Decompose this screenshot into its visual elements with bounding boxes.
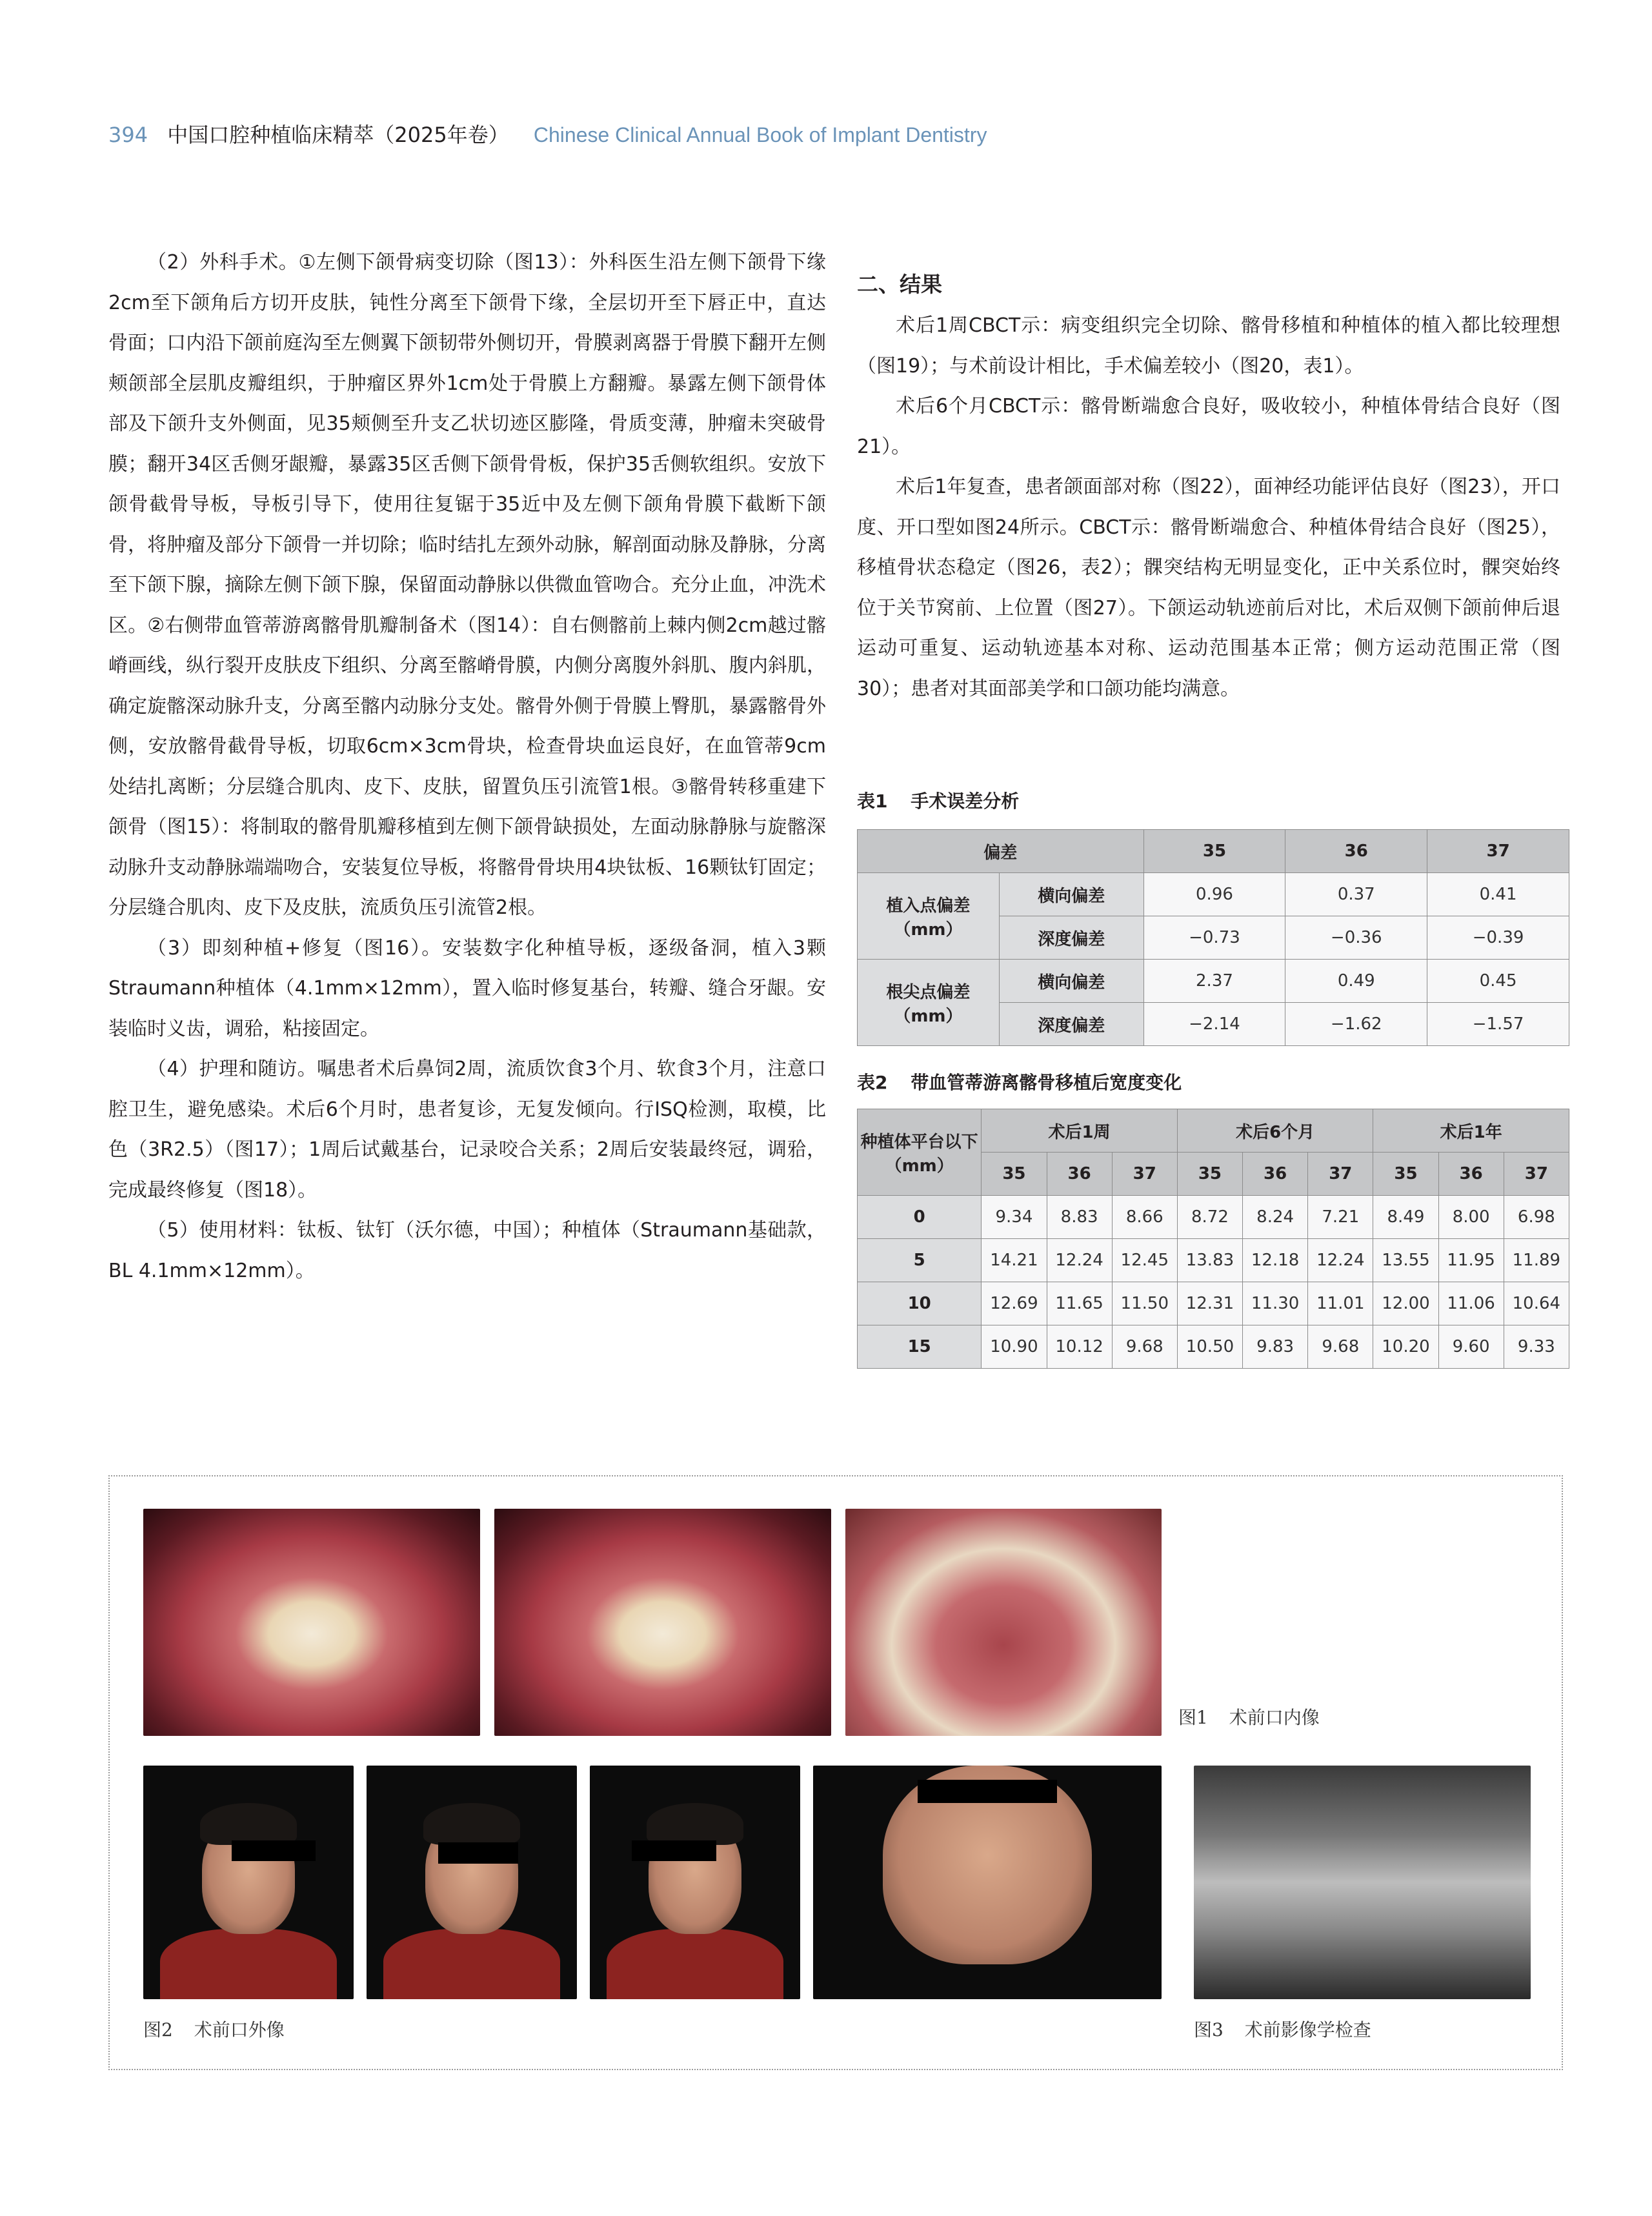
table1-sub-label: 深度偏差: [999, 916, 1143, 960]
table-cell: 13.83: [1177, 1239, 1242, 1282]
table-cell: 12.00: [1373, 1282, 1438, 1325]
table2-caption: [857, 1069, 1182, 1094]
table-cell: 8.72: [1177, 1196, 1242, 1239]
eye-censor-bar: [232, 1840, 316, 1862]
table-cell: 12.45: [1112, 1239, 1177, 1282]
extraoral-photo-submental: [813, 1766, 1162, 1999]
table-cell: 10.64: [1504, 1282, 1569, 1325]
table-cell: 11.89: [1504, 1239, 1569, 1282]
left-column: [108, 243, 826, 1291]
table1-header-cell: 37: [1427, 830, 1569, 873]
table-cell: 9.68: [1112, 1325, 1177, 1369]
eye-censor-bar: [918, 1780, 1057, 1803]
table2-body: [858, 1196, 1569, 1369]
table-cell: 10.90: [982, 1325, 1047, 1369]
paragraph-materials: （5）使用材料：钛板、钛钉（沃尔德，中国）；种植体（Straumann基础款，BL 4.1mm×12mm）。: [108, 1219, 826, 1282]
table-row: [858, 873, 1569, 916]
running-header: [108, 119, 987, 148]
table-cell: 12.31: [1177, 1282, 1242, 1325]
figure3-number: 图3: [1194, 2019, 1224, 2040]
table1-header-cell: 35: [1143, 830, 1285, 873]
table1-group-label: 根尖点偏差（mm）: [858, 960, 1000, 1046]
table-cell: −0.73: [1143, 916, 1285, 960]
book-title-cn: 中国口腔种植临床精萃（2025年卷）: [167, 123, 509, 147]
panoramic-xray-image: [1194, 1766, 1531, 1999]
table-cell: −1.62: [1285, 1003, 1427, 1046]
intraoral-frontal-photo: [143, 1509, 480, 1736]
eye-censor-bar: [632, 1840, 716, 1862]
table-row: [858, 1239, 1569, 1282]
table2-level-label: 0: [858, 1196, 982, 1239]
table-cell: 8.00: [1438, 1196, 1504, 1239]
table-cell: 6.98: [1504, 1196, 1569, 1239]
table2-tooth-cell: 35: [1177, 1153, 1242, 1196]
table-cell: 11.50: [1112, 1282, 1177, 1325]
table-row: [858, 960, 1569, 1003]
table2-tooth-cell: 35: [982, 1153, 1047, 1196]
table1-header-cell: 36: [1285, 830, 1427, 873]
table-cell: 12.18: [1243, 1239, 1308, 1282]
figure2-text: 术前口外像: [194, 2019, 285, 2040]
table-cell: 8.66: [1112, 1196, 1177, 1239]
table-cell: 10.20: [1373, 1325, 1438, 1369]
table-cell: 9.33: [1504, 1325, 1569, 1369]
paragraph-immediate-implant: （3）即刻种植+修复（图16）。安装数字化种植导板，逐级备洞，植入3颗Straumann种植体（4.1mm×12mm），置入临时修复基台，转瓣、缝合牙龈。安装临时义齿，调𬌗，粘接固定。: [108, 936, 826, 1040]
table-cell: 13.55: [1373, 1239, 1438, 1282]
table-cell: 0.37: [1285, 873, 1427, 916]
page-number: 394: [108, 123, 148, 147]
table-cell: 9.34: [982, 1196, 1047, 1239]
table-row: [858, 1282, 1569, 1325]
table2-period-cell: 术后6个月: [1177, 1109, 1373, 1153]
table1: [857, 829, 1569, 1046]
paragraph-result-6months: 术后6个月CBCT示：髂骨断端愈合良好，吸收较小，种植体骨结合良好（图21）。: [857, 395, 1560, 458]
paragraph-result-1year: 术后1年复查，患者颌面部对称（图22），面神经功能评估良好（图23），开口度、开口型如图24所示。CBCT示：髂骨断端愈合、种植体骨结合良好（图25），移植骨状态稳定（图26，表2）；髁突结构无明显变化，正中关系位时，髁突始终位于关节窝前、上位置（图27）。下颌运动轨迹前后对比，术后双侧下颌前伸后退运动可重复、运动轨迹基本对称、运动范围基本正常；侧方运动范围正常（图30）；患者对其面部美学和口颌功能均满意。: [857, 476, 1560, 700]
table2-period-cell: 术后1年: [1373, 1109, 1569, 1153]
table-cell: 0.49: [1285, 960, 1427, 1003]
table-row: [858, 1196, 1569, 1239]
figure1-text: 术前口内像: [1229, 1707, 1320, 1728]
paragraph-result-1week: 术后1周CBCT示：病变组织完全切除、髂骨移植和种植体的植入都比较理想（图19）；与术前设计相比，手术偏差较小（图20，表1）。: [857, 314, 1560, 378]
table1-number: 表1: [857, 791, 888, 812]
table2-tooth-cell: 35: [1373, 1153, 1438, 1196]
figure2-caption: [143, 2016, 285, 2042]
table-cell: 11.30: [1243, 1282, 1308, 1325]
table2-tooth-cell: 36: [1438, 1153, 1504, 1196]
table-cell: 12.24: [1047, 1239, 1112, 1282]
table2-corner-cell: 种植体平台以下（mm）: [858, 1109, 982, 1196]
table-cell: 8.83: [1047, 1196, 1112, 1239]
figure3-caption: [1194, 2016, 1371, 2042]
extraoral-photo-left: [590, 1766, 800, 1999]
figure2-number: 图2: [143, 2019, 173, 2040]
table-cell: 9.68: [1308, 1325, 1373, 1369]
table-row: [858, 1325, 1569, 1369]
intraoral-occlusal-photo: [845, 1509, 1162, 1736]
table-cell: 10.50: [1177, 1325, 1242, 1369]
table-cell: 9.60: [1438, 1325, 1504, 1369]
table-cell: −2.14: [1143, 1003, 1285, 1046]
table2-tooth-cell: 37: [1308, 1153, 1373, 1196]
paragraph-surgery: （2）外科手术。①左侧下颌骨病变切除（图13）：外科医生沿左侧下颌骨下缘2cm至下颌角后方切开皮肤，钝性分离至下颌骨下缘，全层切开至下唇正中，直达骨面；口内沿下颌前庭沟至左侧翼下颌韧带外侧切开，骨膜剥离器于骨膜下翻开左侧颊颌部全层肌皮瓣组织，于肿瘤区界外1cm处于骨膜上方翻瓣。暴露左侧下颌骨体部及下颌升支外侧面，见35颊侧至升支乙状切迹区膨隆，骨质变薄，肿瘤未突破骨膜；翻开34区舌侧牙龈瓣，暴露35区舌侧下颌骨骨板，保护35舌侧软组织。安放下颌骨截骨导板，导板引导下，使用往复锯于35近中及左侧下颌角骨膜下截断下颌骨，将肿瘤及部分下颌骨一并切除；临时结扎左颈外动脉，解剖面动脉及静脉，分离至下颌下腺，摘除左侧下颌下腺，保留面动静脉以供微血管吻合。充分止血，冲洗术区。②右侧带血管蒂游离髂骨肌瓣制备术（图14）：自右侧髂前上棘内侧2cm越过髂嵴画线，纵行裂开皮肤皮下组织、分离至髂嵴骨膜，内侧分离腹外斜肌、腹内斜肌，确定旋髂深动脉升支，分离至髂内动脉分支处。髂骨外侧于骨膜上臀肌，暴露髂骨外侧，安放髂骨截骨导板，切取6cm×3cm骨块，检查骨块血运良好，在血管蒂9cm处结扎离断；分层缝合肌肉、皮下、皮肤，留置负压引流管1根。③髂骨转移重建下颌骨（图15）：将制取的髂骨肌瓣移植到左侧下颌骨缺损处，左面动脉静脉与旋髂深动脉升支动静脉端端吻合，安装复位导板，将髂骨骨块用4块钛板、16颗钛钉固定；分层缝合肌肉、皮下及皮肤，流质负压引流管2根。: [108, 251, 826, 919]
table1-header-row: [858, 830, 1569, 873]
table-cell: 11.01: [1308, 1282, 1373, 1325]
table-cell: 2.37: [1143, 960, 1285, 1003]
table-cell: −0.36: [1285, 916, 1427, 960]
extraoral-photo-front: [367, 1766, 577, 1999]
extraoral-photo-right: [143, 1766, 354, 1999]
table-cell: 9.83: [1243, 1325, 1308, 1369]
table2-period-cell: 术后1周: [982, 1109, 1178, 1153]
table-cell: 11.65: [1047, 1282, 1112, 1325]
table-cell: 14.21: [982, 1239, 1047, 1282]
table-cell: 8.24: [1243, 1196, 1308, 1239]
table1-group-label: 植入点偏差（mm）: [858, 873, 1000, 960]
figure-panel: [108, 1475, 1563, 2070]
table-cell: 12.69: [982, 1282, 1047, 1325]
section-title-results: 二、结果: [857, 272, 942, 297]
table2-tooth-cell: 36: [1047, 1153, 1112, 1196]
table2-level-label: 10: [858, 1282, 982, 1325]
table-cell: −1.57: [1427, 1003, 1569, 1046]
table-cell: 12.24: [1308, 1239, 1373, 1282]
table2-tooth-cell: 36: [1243, 1153, 1308, 1196]
table-cell: 10.12: [1047, 1325, 1112, 1369]
table-cell: 11.95: [1438, 1239, 1504, 1282]
figure3-text: 术前影像学检查: [1244, 2019, 1371, 2040]
table-cell: 0.96: [1143, 873, 1285, 916]
table1-caption: [857, 787, 1019, 813]
intraoral-lateral-photo: [494, 1509, 831, 1736]
table1-sub-label: 深度偏差: [999, 1003, 1143, 1046]
table2-title: 带血管蒂游离髂骨移植后宽度变化: [911, 1072, 1182, 1093]
table2-level-label: 15: [858, 1325, 982, 1369]
table2-period-row: [858, 1109, 1569, 1153]
table2-level-label: 5: [858, 1239, 982, 1282]
table2-number: 表2: [857, 1072, 888, 1093]
paragraph-care-followup: （4）护理和随访。嘱患者术后鼻饲2周，流质饮食3个月、软食3个月，注意口腔卫生，避免感染。术后6个月时，患者复诊，无复发倾向。行ISQ检测，取模，比色（3R2.5）（图17）；1周后试戴基台，记录咬合关系；2周后安装最终冠，调𬌗，完成最终修复（图18）。: [108, 1058, 826, 1202]
table2-tooth-cell: 37: [1112, 1153, 1177, 1196]
table-cell: 0.41: [1427, 873, 1569, 916]
table1-sub-label: 横向偏差: [999, 873, 1143, 916]
table2: [857, 1109, 1569, 1369]
figure1-number: 图1: [1178, 1707, 1208, 1728]
book-title-en: Chinese Clinical Annual Book of Implant Dentistry: [533, 123, 987, 146]
table1-header-cell: 偏差: [858, 830, 1144, 873]
eye-censor-bar: [438, 1842, 518, 1864]
table-cell: 7.21: [1308, 1196, 1373, 1239]
right-column: [857, 263, 1560, 709]
table1-title: 手术误差分析: [911, 791, 1020, 812]
table2-tooth-cell: 37: [1504, 1153, 1569, 1196]
table-cell: 11.06: [1438, 1282, 1504, 1325]
table-cell: 8.49: [1373, 1196, 1438, 1239]
table-cell: −0.39: [1427, 916, 1569, 960]
figure1-caption: [1178, 1704, 1320, 1729]
table1-sub-label: 横向偏差: [999, 960, 1143, 1003]
table-cell: 0.45: [1427, 960, 1569, 1003]
